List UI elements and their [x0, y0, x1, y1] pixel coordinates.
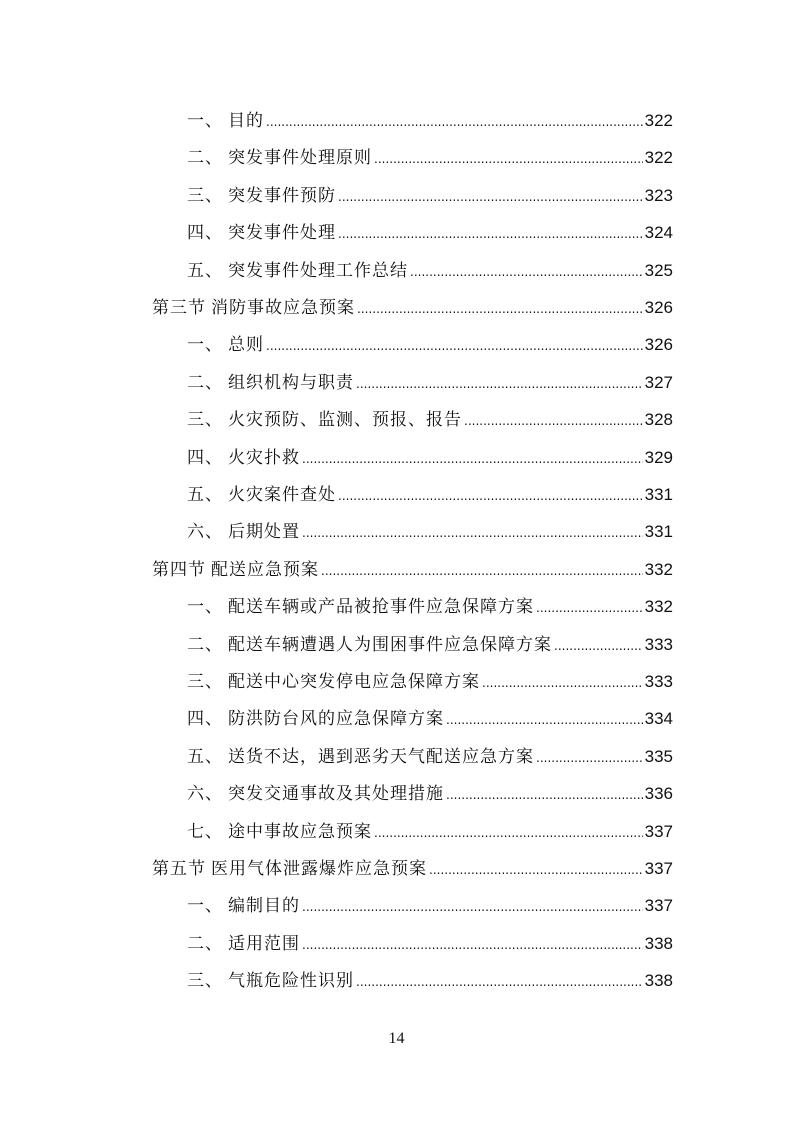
toc-entry-title: 途中事故应急预案 [228, 821, 372, 842]
toc-entry-label [187, 181, 336, 206]
dot-leader [302, 526, 643, 540]
toc-entry-label [187, 704, 444, 729]
dot-leader [374, 152, 643, 166]
toc-entry-label [187, 929, 300, 954]
toc-subsection-entry[interactable] [187, 592, 673, 622]
dot-leader [374, 826, 643, 840]
dot-leader [429, 863, 643, 877]
toc-entry-number: 五、 [187, 746, 223, 767]
toc-entry-number: 四、 [187, 223, 223, 244]
toc-subsection-entry[interactable] [187, 891, 673, 921]
toc-entry-page-number: 327 [644, 372, 673, 392]
toc-entry-number: 二、 [187, 634, 223, 655]
toc-entry-title: 突发事件处理 [228, 223, 336, 244]
toc-entry-page-number: 338 [644, 971, 673, 991]
toc-entry-page-number: 329 [644, 447, 673, 467]
toc-entry-number: 一、 [187, 335, 223, 356]
toc-subsection-entry[interactable] [187, 704, 673, 734]
page-number-footer: 14 [388, 1030, 405, 1047]
toc-subsection-entry[interactable] [187, 480, 673, 510]
toc-entry-number: 六、 [187, 522, 223, 543]
toc-entry-title: 突发事件处理原则 [228, 148, 372, 169]
toc-entry-label [187, 405, 462, 430]
toc-subsection-entry[interactable] [187, 630, 673, 660]
toc-entry-page-number: 325 [644, 260, 673, 280]
toc-entry-title: 医用气体泄露爆炸应急预案 [211, 859, 427, 879]
toc-entry-page-number: 331 [644, 485, 673, 504]
toc-entry-title: 突发交通事故及其处理措施 [228, 784, 444, 805]
toc-subsection-entry[interactable] [187, 817, 673, 847]
toc-entry-number: 五、 [187, 485, 223, 505]
toc-subsection-entry[interactable] [187, 181, 673, 211]
toc-entry-title: 防洪防台风的应急保障方案 [228, 709, 444, 730]
toc-entry-number: 二、 [187, 372, 223, 393]
toc-subsection-entry[interactable] [187, 779, 673, 809]
toc-entry-number: 五、 [187, 260, 223, 281]
toc-entry-number: 第四节 [152, 559, 206, 580]
toc-entry-page-number: 333 [644, 634, 673, 654]
toc-entry-page-number: 322 [644, 111, 673, 130]
toc-entry-label [152, 293, 355, 318]
toc-entry-page-number: 337 [644, 896, 673, 916]
dot-leader [266, 115, 643, 129]
toc-entry-number: 三、 [187, 185, 223, 206]
toc-entry-number: 四、 [187, 709, 223, 730]
toc-entry-title: 火灾扑救 [228, 447, 300, 468]
dot-leader [464, 414, 643, 428]
toc-entry-page-number: 333 [644, 672, 673, 691]
dot-leader [338, 489, 643, 503]
toc-entry-number: 七、 [187, 821, 223, 842]
dot-leader [338, 190, 643, 204]
toc-entry-title: 配送车辆遭遇人为围困事件应急保障方案 [228, 634, 552, 655]
toc-subsection-entry[interactable] [187, 517, 673, 547]
toc-entry-label [187, 667, 480, 692]
toc-section-entry[interactable] [152, 293, 673, 323]
toc-entry-title: 后期处置 [228, 522, 300, 543]
toc-entry-page-number: 336 [644, 784, 673, 804]
dot-leader [446, 788, 643, 802]
dot-leader [536, 751, 643, 765]
toc-entry-page-number: 332 [644, 597, 673, 617]
toc-entry-page-number: 324 [644, 223, 673, 243]
toc-subsection-entry[interactable] [187, 742, 673, 772]
toc-section-entry[interactable] [152, 854, 673, 884]
dot-leader [266, 339, 643, 353]
toc-entry-page-number: 337 [644, 859, 673, 878]
toc-entry-page-number: 337 [644, 821, 673, 841]
toc-entry-label [152, 854, 427, 879]
toc-entry-title: 突发事件预防 [228, 185, 336, 206]
dot-leader [536, 601, 643, 615]
toc-subsection-entry[interactable] [187, 443, 673, 473]
toc-entry-label [187, 630, 552, 655]
toc-entry-title: 配送车辆或产品被抢事件应急保障方案 [228, 597, 534, 618]
toc-subsection-entry[interactable] [187, 929, 673, 959]
toc-entry-number: 二、 [187, 933, 223, 954]
toc-entry-page-number: 332 [644, 559, 673, 579]
toc-entry-page-number: 328 [644, 410, 673, 430]
toc-subsection-entry[interactable] [187, 667, 673, 697]
toc-subsection-entry[interactable] [187, 966, 673, 996]
toc-entry-title: 目的 [228, 111, 264, 131]
dot-leader [302, 900, 643, 914]
toc-entry-label [187, 480, 336, 505]
toc-subsection-entry[interactable] [187, 143, 673, 173]
toc-entry-title: 突发事件处理工作总结 [228, 260, 408, 281]
toc-entry-title: 火灾案件查处 [228, 485, 336, 505]
toc-entry-label [187, 106, 264, 131]
toc-entry-label [187, 218, 336, 243]
toc-subsection-entry[interactable] [187, 368, 673, 398]
dot-leader [302, 452, 643, 466]
toc-entry-number: 第五节 [152, 859, 206, 879]
dot-leader [357, 302, 643, 316]
toc-entry-page-number: 335 [644, 746, 673, 766]
toc-entry-number: 一、 [187, 111, 223, 131]
toc-entry-number: 六、 [187, 784, 223, 805]
toc-entry-label [187, 143, 372, 168]
toc-entry-page-number: 326 [644, 335, 673, 355]
toc-entry-title: 配送中心突发停电应急保障方案 [228, 672, 480, 692]
toc-entry-page-number: 334 [644, 709, 673, 729]
toc-entry-page-number: 323 [644, 185, 673, 205]
toc-entry-title: 送货不达，遇到恶劣天气配送应急方案 [228, 746, 534, 767]
dot-leader [321, 564, 643, 578]
dot-leader [554, 639, 643, 653]
toc-entry-page-number: 322 [644, 148, 673, 168]
toc-entry-number: 四、 [187, 447, 223, 468]
toc-entry-label [187, 779, 444, 804]
toc-subsection-entry[interactable] [187, 218, 673, 248]
toc-entry-number: 一、 [187, 896, 223, 917]
dot-leader [338, 227, 643, 241]
toc-entry-label [152, 555, 319, 580]
toc-entry-number: 三、 [187, 672, 223, 692]
dot-leader [446, 713, 643, 727]
toc-entry-title: 消防事故应急预案 [211, 298, 355, 318]
toc-section-entry[interactable] [152, 555, 673, 585]
toc-entry-number: 三、 [187, 410, 223, 431]
dot-leader [482, 676, 643, 690]
toc-entry-title: 火灾预防、监测、预报、报告 [228, 410, 462, 431]
dot-leader [356, 377, 643, 391]
toc-entry-label [187, 368, 354, 393]
toc-entry-title: 适用范围 [228, 933, 300, 954]
toc-entry-label [187, 330, 264, 355]
toc-entry-page-number: 326 [644, 298, 673, 317]
toc-subsection-entry[interactable] [187, 405, 673, 435]
toc-entry-label [187, 256, 408, 281]
toc-subsection-entry[interactable] [187, 106, 673, 136]
toc-entry-label [187, 817, 372, 842]
toc-entry-label [187, 891, 300, 916]
toc-entry-label [187, 966, 354, 991]
toc-entry-label [187, 443, 300, 468]
toc-entry-label [187, 742, 534, 767]
toc-entry-title: 编制目的 [228, 896, 300, 917]
toc-entry-title: 组织机构与职责 [228, 372, 354, 393]
toc-entry-number: 二、 [187, 148, 223, 169]
toc-entry-page-number: 338 [644, 933, 673, 953]
toc-entry-title: 总则 [228, 335, 264, 356]
toc-entry-number: 三、 [187, 971, 223, 992]
dot-leader [302, 938, 643, 952]
toc-entry-label [187, 592, 534, 617]
toc-entry-number: 第三节 [152, 298, 206, 318]
toc-subsection-entry[interactable] [187, 256, 673, 286]
dot-leader [356, 975, 643, 989]
toc-entry-label [187, 517, 300, 542]
toc-subsection-entry[interactable] [187, 330, 673, 360]
toc-entry-number: 一、 [187, 597, 223, 618]
toc-entry-title: 配送应急预案 [211, 559, 319, 580]
dot-leader [410, 265, 643, 279]
toc-entry-page-number: 331 [644, 522, 673, 542]
toc-entry-title: 气瓶危险性识别 [228, 971, 354, 992]
